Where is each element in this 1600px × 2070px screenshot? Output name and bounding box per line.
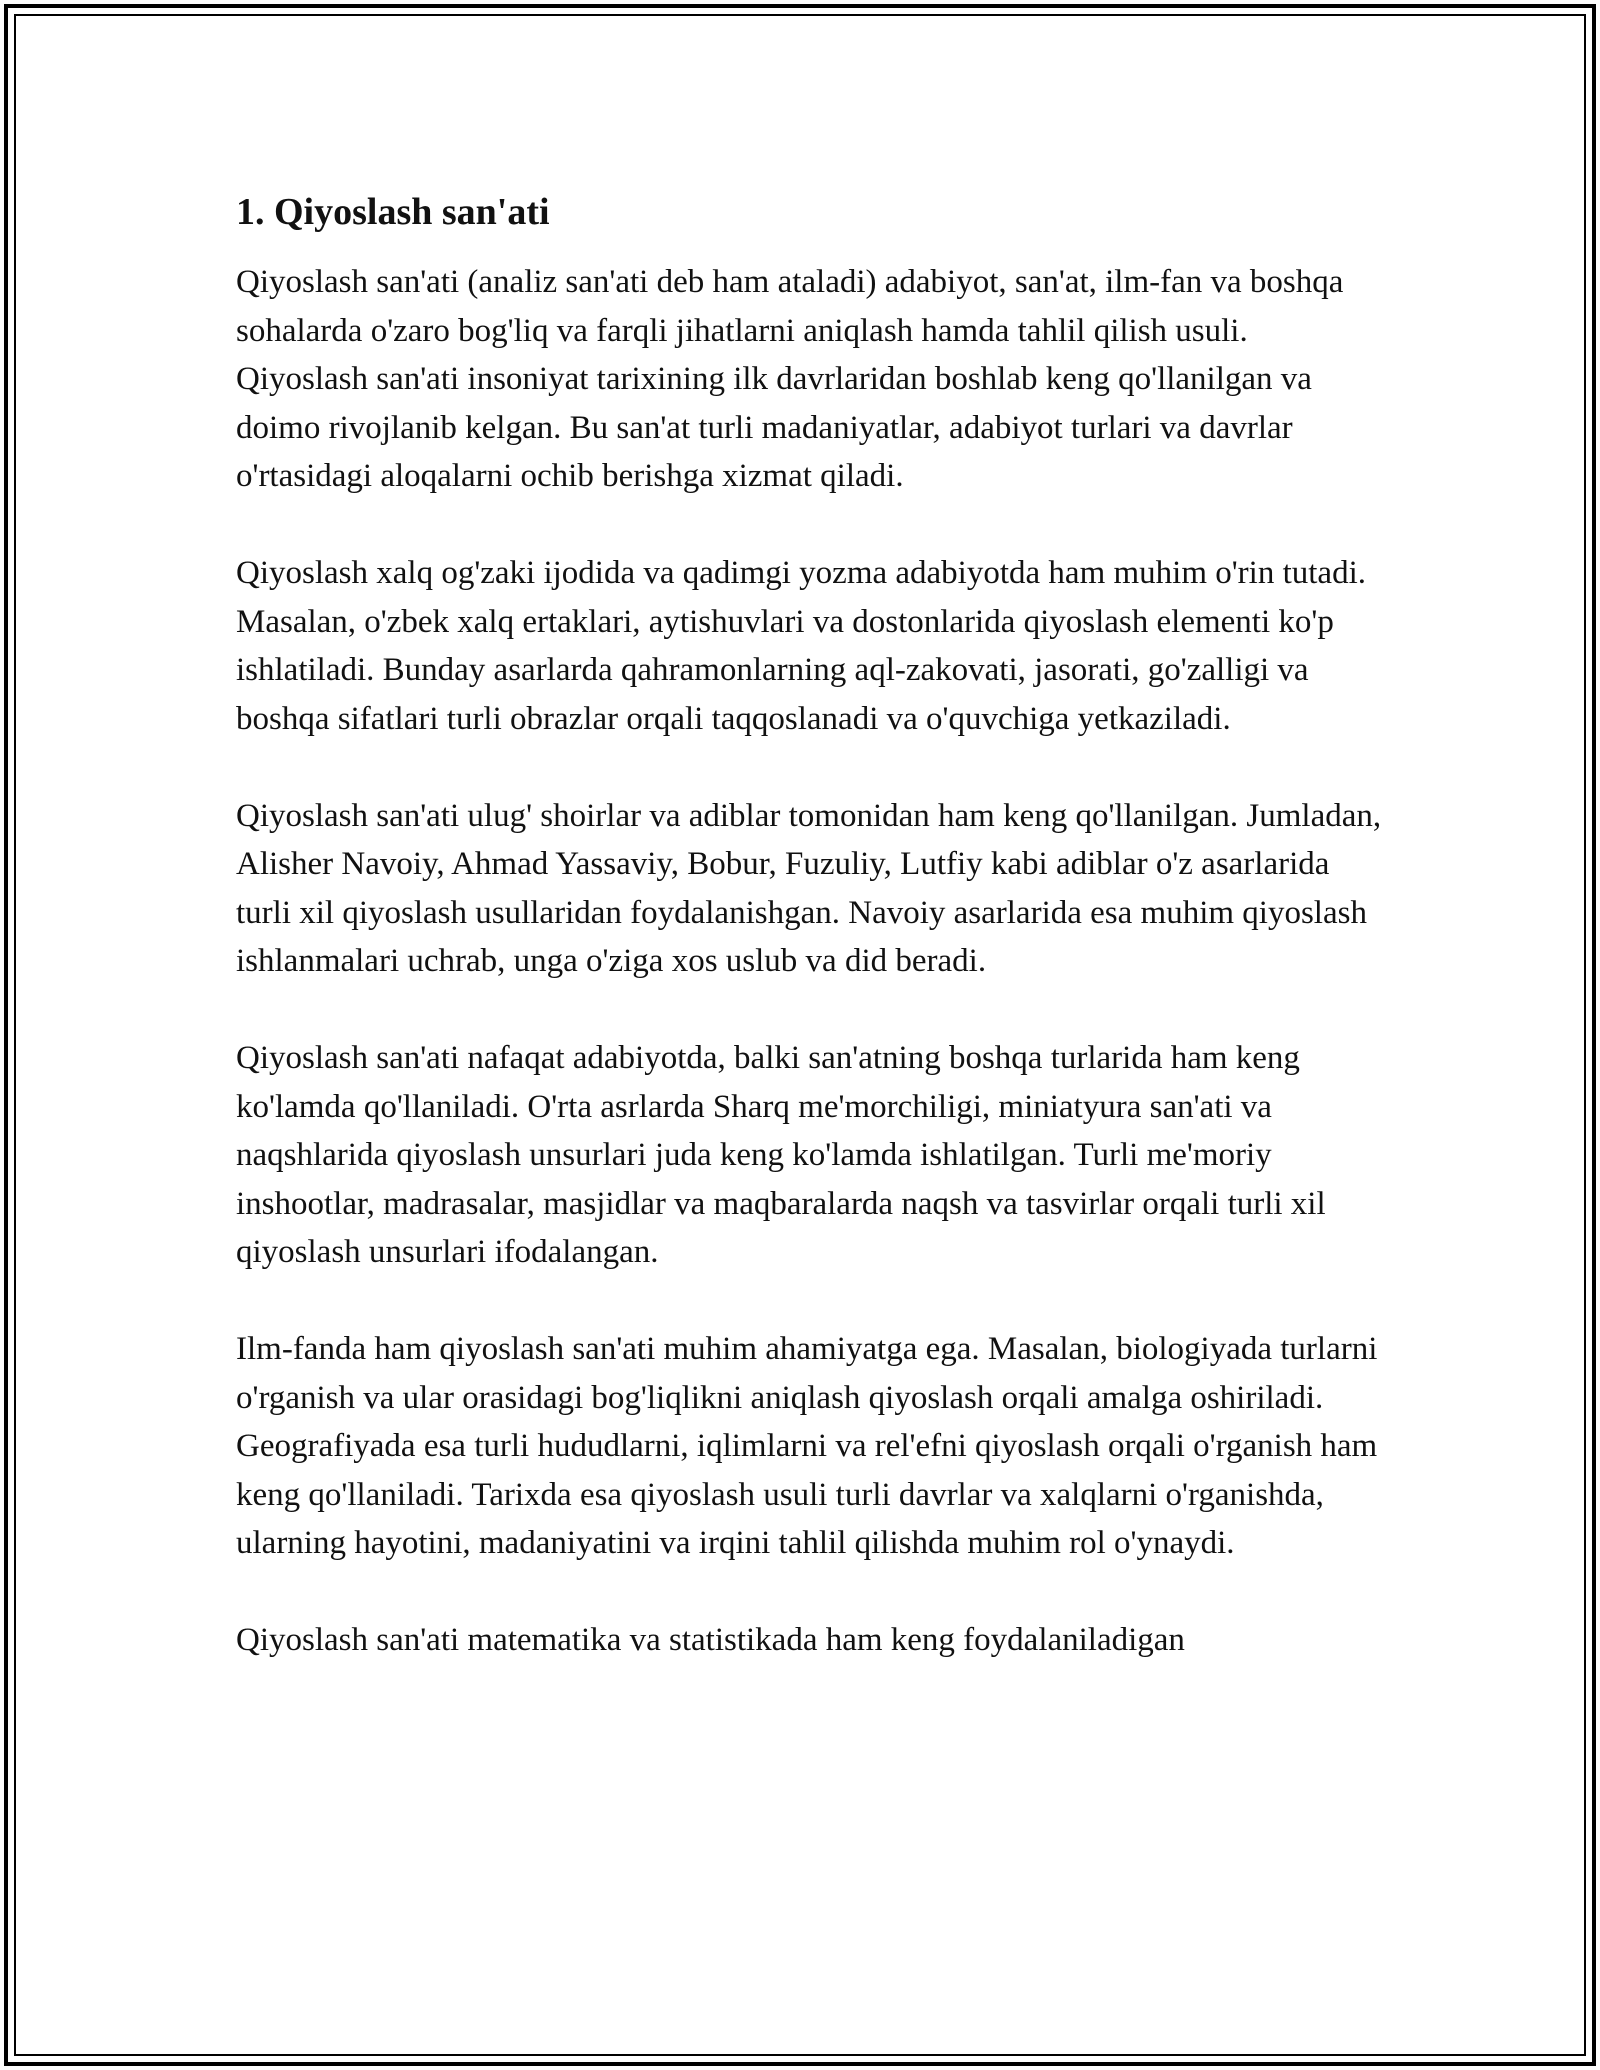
paragraph-2: Qiyoslash xalq og'zaki ijodida va qadimgi yozma adabiyotda ham muhim o'rin tutadi. Masalan, o'zbek xalq ertaklari, aytishuvlari va dostonlarida qiyoslash elementi ko'p ishlatiladi. Bunday asarlarda qahramonlarning aql-zakovati, jasorati, go'zalligi va boshqa sifatlari turli obrazlar orqali taqqoslanadi va o'quvchiga yetkaziladi. bbox=[236, 555, 1366, 737]
paragraph-3: Qiyoslash san'ati ulug' shoirlar va adiblar tomonidan ham keng qo'llanilgan. Jumladan, Alisher Navoiy, Ahmad Yassaviy, Bobur, Fuzuliy, Lutfiy kabi adiblar o'z asarlarida turli xil qiyoslash usullaridan foydalanishgan. Navoiy asarlarida esa muhim qiyoslash ishlanmalari uchrab, unga o'ziga xos uslub va did beradi. bbox=[236, 797, 1382, 979]
paragraph-5: Ilm-fanda ham qiyoslash san'ati muhim ahamiyatga ega. Masalan, biologiyada turlarni o'rganish va ular orasidagi bog'liqlikni aniqlash qiyoslash orqali amalga oshiriladi. Geografiyada esa turli hududlarni, iqlimlarni va rel'efni qiyoslash orqali o'rganish ham keng qo'llaniladi. Tarixda esa qiyoslash usuli turli davrlar va xalqlarni o'rganishda, ularning hayotini, madaniyatini va irqini tahlil qilishda muhim rol o'ynaydi. bbox=[236, 1331, 1378, 1561]
paragraph-6: Qiyoslash san'ati matematika va statistikada ham keng foydalaniladigan bbox=[236, 1622, 1185, 1658]
document-body bbox=[236, 180, 1386, 1713]
section-heading: 1. Qiyoslash san'ati bbox=[236, 191, 550, 233]
paragraph-4: Qiyoslash san'ati nafaqat adabiyotda, balki san'atning boshqa turlarida ham keng ko'lamda qo'llaniladi. O'rta asrlarda Sharq me'morchiligi, miniatyura san'ati va naqshlarida qiyoslash unsurlari juda keng ko'lamda ishlatilgan. Turli me'moriy inshootlar, madrasalar, masjidlar va maqbaralarda naqsh va tasvirlar orqali turli xil qiyoslash unsurlari ifodalangan. bbox=[236, 1040, 1326, 1270]
paragraph-1: Qiyoslash san'ati (analiz san'ati deb ham ataladi) adabiyot, san'at, ilm-fan va boshqa sohalarda o'zaro bog'liq va farqli jihatlarni aniqlash hamda tahlil qilish usuli. Qiyoslash san'ati insoniyat tarixining ilk davrlaridan boshlab keng qo'llanilgan va doimo rivojlanib kelgan. Bu san'at turli madaniyatlar, adabiyot turlari va davrlar o'rtasidagi aloqalarni ochib berishga xizmat qiladi. bbox=[236, 264, 1344, 494]
